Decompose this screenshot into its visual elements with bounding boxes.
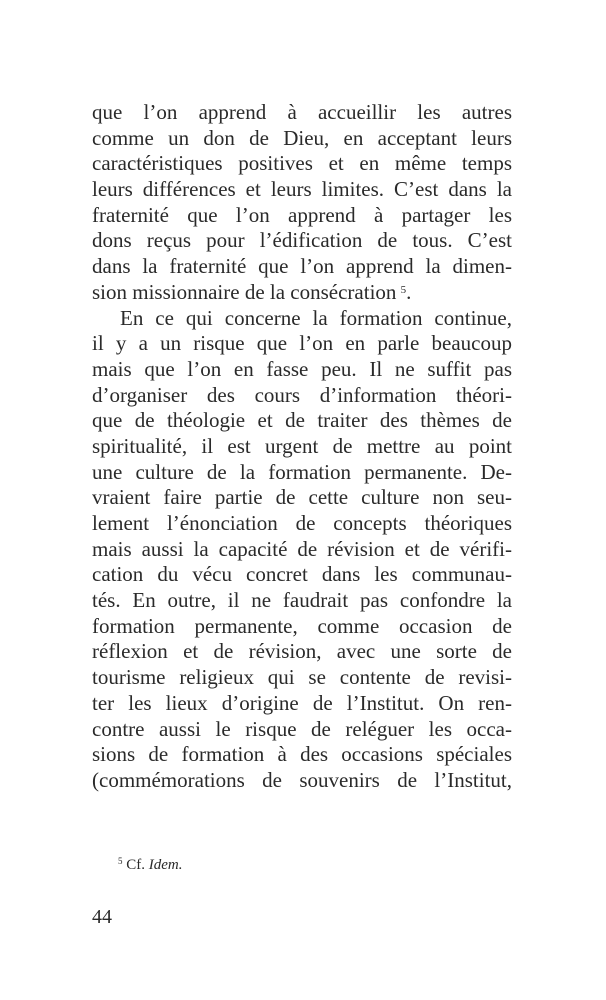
text-line: dans la fraternité que l’on apprend la dimen- <box>92 254 512 279</box>
text-line: spiritualité, il est urgent de mettre au point <box>92 433 512 458</box>
text-line: une culture de la formation permanente. De- <box>92 459 512 484</box>
text-line: formation permanente, comme occasion de <box>92 613 512 638</box>
text-line: (commémorations de souvenirs de l’Institut, <box>92 767 512 792</box>
footnote-text: Cf. <box>126 857 145 873</box>
text-line: sions de formation à des occasions spéciales <box>92 742 512 767</box>
text-line: mais aussi la capacité de révision et de vérifi- <box>92 536 512 561</box>
text-line: que de théologie et de traiter des thèmes de <box>92 408 512 433</box>
text-line: d’organiser des cours d’information théori- <box>92 382 512 407</box>
text-line: tés. En outre, il ne faudrait pas confondre la <box>92 588 512 613</box>
text-line: contre aussi le risque de reléguer les occa- <box>92 716 512 741</box>
text-line: En ce qui concerne la formation continue, <box>120 305 512 330</box>
body-text <box>92 100 512 794</box>
text-line: comme un don de Dieu, en acceptant leurs <box>92 125 512 150</box>
text-line: mais que l’on en fasse peu. Il ne suffit pas <box>92 356 512 381</box>
text-line: leurs différences et leurs limites. C’est dans la <box>92 177 512 202</box>
text-line: tourisme religieux qui se contente de revisi- <box>92 665 512 690</box>
text-line: fraternité que l’on apprend à partager les <box>92 202 512 227</box>
footnote-number: 5 <box>118 856 123 866</box>
footnote-italic: Idem. <box>148 857 183 873</box>
text-line: il y a un risque que l’on en parle beaucoup <box>92 331 512 356</box>
text-line: lement l’énonciation de concepts théoriques <box>92 511 512 535</box>
footnote-ref: 5 <box>400 283 407 296</box>
text-line: sion missionnaire de la consécration $^5$. <box>92 279 412 304</box>
text-line: cation du vécu concret dans les communau- <box>92 562 512 587</box>
page-number: 44 <box>92 906 112 928</box>
text-line: réflexion et de révision, avec une sorte de <box>92 639 512 664</box>
text-line: que l’on apprend à accueillir les autres <box>92 100 512 124</box>
text-line: vraient faire partie de cette culture non seu- <box>92 485 512 510</box>
text-line: ter les lieux d’origine de l’Institut. On ren- <box>92 690 512 715</box>
footnote <box>118 855 183 875</box>
text-line: dons reçus pour l’édification de tous. C’est <box>92 228 512 253</box>
text-line: caractéristiques positives et en même temps <box>92 151 512 176</box>
